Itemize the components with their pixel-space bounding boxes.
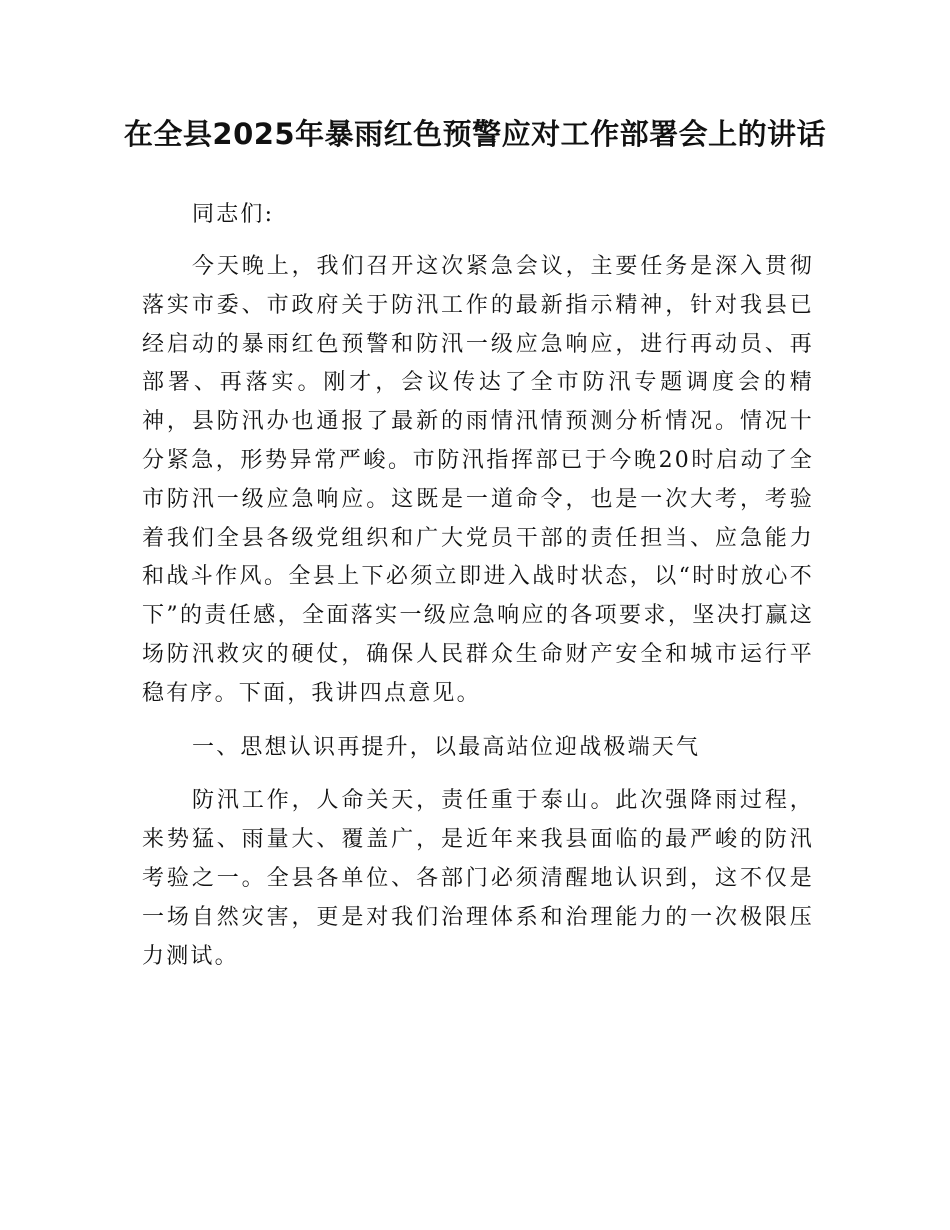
section-heading-1: 一、思想认识再提升，以最高站位迎战极端天气 [192,734,701,760]
salutation: 同志们: [192,202,275,227]
paragraph-section-1: 防汛工作，人命关天，责任重于泰山。此次强降雨过程，来势猛、雨量大、覆盖广，是近年来我县面临的最严峻的防汛考验之一。全县各单位、各部门必须清醒地认识到，这不仅是一场自然灾害，更是对我们治理体系和治理能力的一次极限压力测试。 [142,788,814,969]
paragraph-intro: 今天晚上，我们召开这次紧急会议，主要任务是深入贯彻落实市委、市政府关于防汛工作的最新指示精神，针对我县已经启动的暴雨红色预警和防汛一级应急响应，进行再动员、再部署、再落实。刚才，会议传达了全市防汛专题调度会的精神，县防汛办也通报了最新的雨情汛情预测分析情况。情况十分紧急，形势异常严峻。市防汛指挥部已于今晚20时启动了全市防汛一级应急响应。这既是一道命令，也是一次大考，考验着我们全县各级党组织和广大党员干部的责任担当、应急能力和战斗作风。全县上下必须立即进入战时状态，以“时时放心不下”的责任感，全面落实一级应急响应的各项要求，坚决打赢这场防汛救灾的硬仗，确保人民群众生命财产安全和城市运行平稳有序。下面，我讲四点意见。 [142,254,814,706]
document-body [142,202,814,991]
document-title: 在全县2025年暴雨红色预警应对工作部署会上的讲话 [123,117,827,151]
